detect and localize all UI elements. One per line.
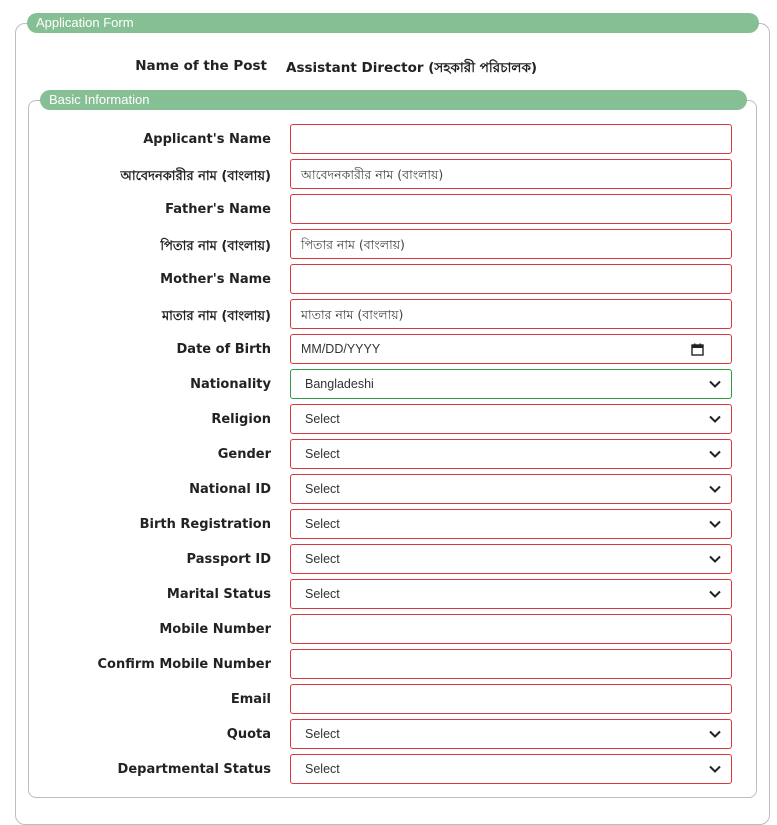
chevron-down-icon	[708, 587, 722, 601]
date-of-birth-label: Date of Birth	[176, 342, 271, 357]
mother-name-label: Mother's Name	[160, 272, 271, 287]
departmental-status-row	[0, 754, 777, 784]
father-name-row	[0, 194, 777, 224]
chevron-down-icon	[708, 377, 722, 391]
applicant-name-bangla-placeholder: আবেদনকারীর নাম (বাংলায়)	[301, 167, 444, 182]
gender-label: Gender	[217, 447, 271, 462]
departmental-status-select[interactable]	[290, 754, 732, 784]
gender-row	[0, 439, 777, 469]
post-name-label: Name of the Post	[135, 58, 267, 74]
date-of-birth-placeholder: MM/DD/YYYY	[301, 342, 381, 356]
marital-status-select[interactable]	[290, 579, 732, 609]
birth-registration-row	[0, 509, 777, 539]
mother-name-row	[0, 264, 777, 294]
date-of-birth-input[interactable]	[290, 334, 732, 364]
chevron-down-icon	[708, 552, 722, 566]
passport-id-select[interactable]	[290, 544, 732, 574]
birth-registration-label: Birth Registration	[139, 517, 271, 532]
mobile-number-row	[0, 614, 777, 644]
marital-status-selected: Select	[305, 587, 340, 601]
religion-selected: Select	[305, 412, 340, 426]
mobile-number-input[interactable]	[290, 614, 732, 644]
basic-information-header: Basic Information	[40, 90, 747, 110]
applicant-name-input[interactable]	[290, 124, 732, 154]
passport-id-selected: Select	[305, 552, 340, 566]
gender-select[interactable]	[290, 439, 732, 469]
post-name-value: Assistant Director (সহকারী পরিচালক)	[286, 60, 538, 76]
quota-row	[0, 719, 777, 749]
applicant-name-row	[0, 124, 777, 154]
applicant-name-label: Applicant's Name	[143, 132, 271, 147]
father-name-bangla-input[interactable]	[290, 229, 732, 259]
quota-label: Quota	[226, 727, 271, 742]
email-row	[0, 684, 777, 714]
father-name-input[interactable]	[290, 194, 732, 224]
birth-registration-selected: Select	[305, 517, 340, 531]
nationality-row	[0, 369, 777, 399]
chevron-down-icon	[708, 412, 722, 426]
confirm-mobile-number-row	[0, 649, 777, 679]
application-form-header: Application Form	[27, 13, 759, 33]
chevron-down-icon	[708, 762, 722, 776]
religion-select[interactable]	[290, 404, 732, 434]
mother-name-bangla-row	[0, 299, 777, 329]
chevron-down-icon	[708, 517, 722, 531]
national-id-selected: Select	[305, 482, 340, 496]
departmental-status-selected: Select	[305, 762, 340, 776]
quota-select[interactable]	[290, 719, 732, 749]
email-label: Email	[230, 692, 271, 707]
nationality-label: Nationality	[190, 377, 271, 392]
mother-name-bangla-label: মাতার নাম (বাংলায়)	[161, 309, 271, 324]
confirm-mobile-number-input[interactable]	[290, 649, 732, 679]
calendar-icon[interactable]	[691, 343, 704, 356]
national-id-label: National ID	[189, 482, 271, 497]
nationality-selected: Bangladeshi	[305, 377, 374, 391]
email-input[interactable]	[290, 684, 732, 714]
chevron-down-icon	[708, 447, 722, 461]
mobile-number-label: Mobile Number	[159, 622, 271, 637]
father-name-bangla-row	[0, 229, 777, 259]
applicant-name-bangla-input[interactable]	[290, 159, 732, 189]
departmental-status-label: Departmental Status	[117, 762, 271, 777]
marital-status-row	[0, 579, 777, 609]
gender-selected: Select	[305, 447, 340, 461]
father-name-label: Father's Name	[165, 202, 271, 217]
father-name-bangla-placeholder: পিতার নাম (বাংলায়)	[301, 237, 405, 252]
passport-id-row	[0, 544, 777, 574]
nationality-select[interactable]	[290, 369, 732, 399]
marital-status-label: Marital Status	[166, 587, 271, 602]
chevron-down-icon	[708, 482, 722, 496]
quota-selected: Select	[305, 727, 340, 741]
national-id-row	[0, 474, 777, 504]
applicant-name-bangla-label: আবেদনকারীর নাম (বাংলায়)	[120, 169, 271, 184]
birth-registration-select[interactable]	[290, 509, 732, 539]
religion-row	[0, 404, 777, 434]
confirm-mobile-number-label: Confirm Mobile Number	[97, 657, 271, 672]
religion-label: Religion	[211, 412, 271, 427]
father-name-bangla-label: পিতার নাম (বাংলায়)	[160, 239, 271, 254]
date-of-birth-row	[0, 334, 777, 364]
national-id-select[interactable]	[290, 474, 732, 504]
passport-id-label: Passport ID	[186, 552, 271, 567]
applicant-name-bangla-row	[0, 159, 777, 189]
mother-name-input[interactable]	[290, 264, 732, 294]
mother-name-bangla-input[interactable]	[290, 299, 732, 329]
chevron-down-icon	[708, 727, 722, 741]
mother-name-bangla-placeholder: মাতার নাম (বাংলায়)	[301, 307, 404, 322]
